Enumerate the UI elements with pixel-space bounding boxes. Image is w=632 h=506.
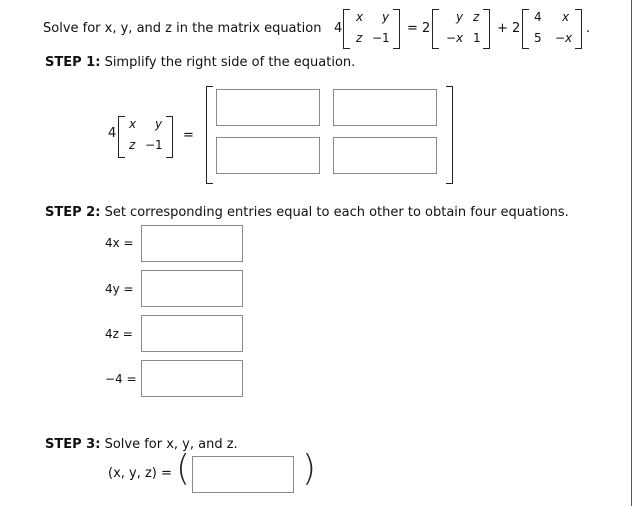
matrix-entry: −1 — [372, 31, 390, 45]
eq-label-4y: 4y = — [105, 282, 134, 296]
bracket-left — [522, 9, 529, 49]
equation-input-3[interactable] — [141, 315, 243, 352]
bracket-right — [575, 9, 582, 49]
eq-label-neg4: −4 = — [105, 372, 137, 386]
coef-a: 4 — [334, 21, 343, 36]
tuple-label: (x, y, z) = — [108, 466, 172, 481]
matrix-entry: z — [356, 31, 363, 45]
eq-label-4x: 4x = — [105, 236, 134, 250]
answer-input-r1c1[interactable] — [216, 89, 320, 126]
matrix-entry: x — [129, 117, 137, 131]
bracket-left — [206, 86, 213, 184]
plus-sign: + — [497, 21, 508, 36]
period: . — [586, 21, 591, 36]
step3-text: Solve for x, y, and z. — [104, 437, 238, 452]
bracket-right — [446, 86, 453, 184]
bracket-left — [432, 9, 439, 49]
coef-b: 2 — [422, 21, 431, 36]
matrix-entry: y — [456, 10, 464, 24]
bracket-right — [483, 9, 490, 49]
paren-right: ) — [302, 448, 317, 489]
step1-text: Simplify the right side of the equation. — [104, 55, 356, 70]
xyz-answer-input[interactable] — [192, 456, 294, 493]
matrix-entry: −x — [555, 31, 573, 45]
bracket-left — [343, 9, 350, 49]
matrix-entry: y — [382, 10, 390, 24]
bracket-right — [393, 9, 400, 49]
equation-input-2[interactable] — [141, 270, 243, 307]
matrix-entry: z — [473, 10, 480, 24]
equation-input-1[interactable] — [141, 225, 243, 262]
coef-c: 2 — [512, 21, 521, 36]
step1-heading — [45, 55, 355, 70]
matrix-entry: x — [356, 10, 364, 24]
matrix-entry: 4 — [534, 10, 542, 24]
matrix-entry: 1 — [473, 31, 481, 45]
matrix-entry: −1 — [145, 138, 163, 152]
paren-left: ( — [176, 448, 191, 489]
matrix-entry: x — [562, 10, 570, 24]
matrix-entry: z — [129, 138, 136, 152]
step3-label: STEP 3: — [45, 437, 101, 452]
step1-equals: = — [183, 128, 194, 143]
equals-sign: = — [407, 21, 418, 36]
matrix-entry: y — [155, 117, 163, 131]
eq-label-4z: 4z = — [105, 327, 133, 341]
step2-heading — [45, 205, 569, 220]
bracket-left — [118, 116, 125, 158]
answer-input-r1c2[interactable] — [333, 89, 437, 126]
step1-label: STEP 1: — [45, 55, 101, 70]
bracket-right — [166, 116, 173, 158]
matrix-entry: −x — [446, 31, 464, 45]
step3-heading — [45, 437, 238, 452]
step1-coef: 4 — [108, 126, 117, 141]
equation-input-4[interactable] — [141, 360, 243, 397]
answer-input-r2c1[interactable] — [216, 137, 320, 174]
matrix-entry: 5 — [534, 31, 542, 45]
step2-text: Set corresponding entries equal to each other to obtain four equations. — [104, 205, 569, 220]
answer-input-r2c2[interactable] — [333, 137, 437, 174]
step2-label: STEP 2: — [45, 205, 101, 220]
problem-statement: Solve for x, y, and z in the matrix equation — [43, 21, 322, 36]
